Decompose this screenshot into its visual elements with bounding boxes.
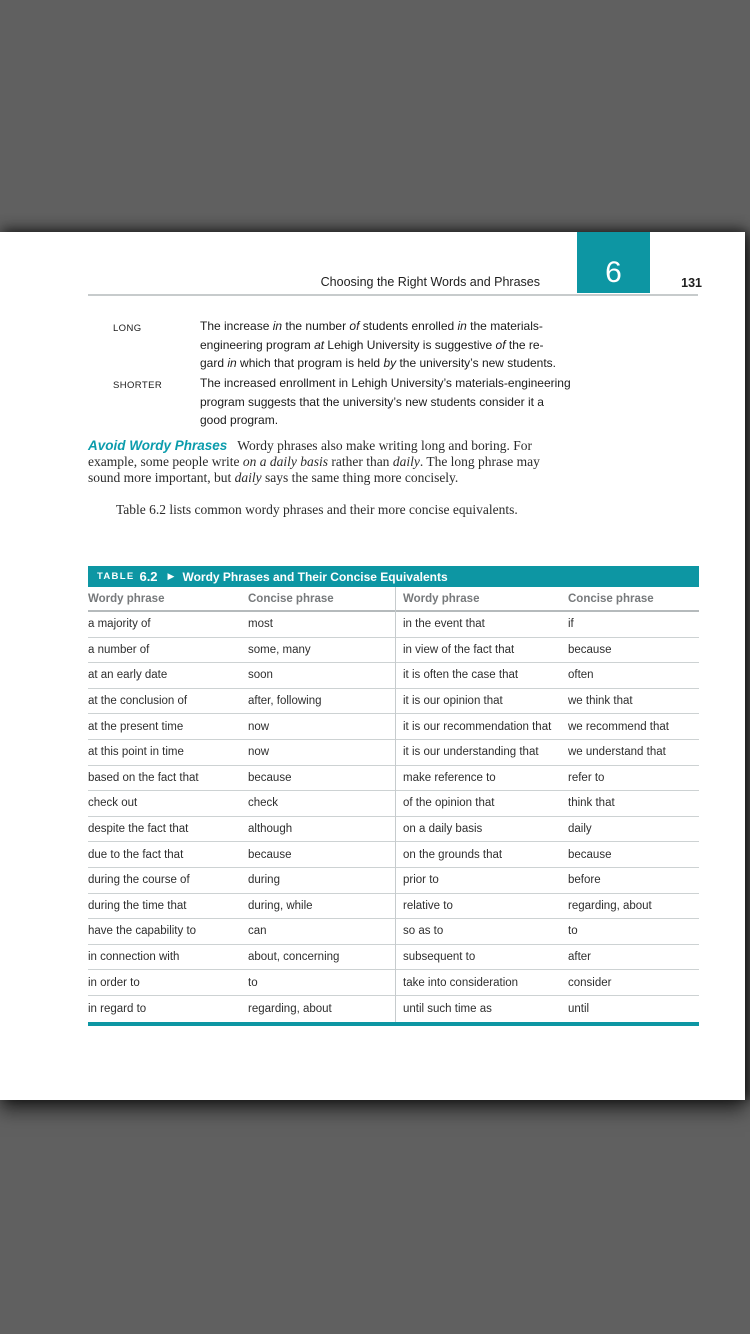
header-rule xyxy=(88,294,698,296)
table-cell: on the grounds that xyxy=(403,848,503,861)
table-cell: it is often the case that xyxy=(403,669,519,682)
table-cell: have the capability to xyxy=(88,925,197,938)
table-cell: at the present time xyxy=(88,720,184,733)
table-cell: although xyxy=(248,823,293,836)
table-row xyxy=(88,996,699,1022)
table-cell: after xyxy=(568,951,592,964)
table-row xyxy=(88,689,699,715)
table-cell: it is our understanding that xyxy=(403,746,539,759)
table-cell: refer to xyxy=(568,771,605,784)
example-line: program suggests that the university’s new students consider it a xyxy=(200,394,544,409)
column-header: Wordy phrase xyxy=(88,592,165,605)
column-header: Concise phrase xyxy=(248,592,334,605)
table-title-bar xyxy=(88,566,699,587)
table-cell: because xyxy=(568,643,612,656)
table-cell: at the conclusion of xyxy=(88,695,188,708)
table-cell: regarding, about xyxy=(568,899,652,912)
example-line: The increased enrollment in Lehigh University’s materials-engineering xyxy=(200,376,571,390)
table-cell: based on the fact that xyxy=(88,771,199,784)
table-row xyxy=(88,638,699,664)
table-cell: at this point in time xyxy=(88,746,184,759)
table-cell: prior to xyxy=(403,874,439,887)
table-row xyxy=(88,919,699,945)
table-cell: in regard to xyxy=(88,1002,147,1015)
table-row xyxy=(88,868,699,894)
table-row xyxy=(88,842,699,868)
example-line: The increase in the number of students enrolled in the materials- xyxy=(200,319,543,333)
table-row xyxy=(88,791,699,817)
body-paragraph xyxy=(88,438,544,486)
arrow-icon: ▶ xyxy=(167,571,175,581)
table-cell: after, following xyxy=(248,695,322,708)
wordy-phrases-table xyxy=(88,566,699,1026)
running-title: Choosing the Right Words and Phrases xyxy=(320,275,540,289)
page-number: 131 xyxy=(681,276,702,290)
table-cell: at an early date xyxy=(88,669,168,682)
table-title: Wordy Phrases and Their Concise Equivalents xyxy=(182,569,448,584)
table-cell: in view of the fact that xyxy=(403,643,515,656)
table-label: TABLE xyxy=(97,571,135,582)
table-cell: a majority of xyxy=(88,618,151,631)
table-cell: consider xyxy=(568,976,612,989)
table-cell: to xyxy=(568,925,578,938)
table-cell: check out xyxy=(88,797,138,810)
table-cell: daily xyxy=(568,823,592,836)
table-cell: in order to xyxy=(88,976,140,989)
table-cell: in the event that xyxy=(403,618,485,631)
table-cell: regarding, about xyxy=(248,1002,332,1015)
paragraph-text: Wordy phrases also make writing long and boring. For example, some people write on a daily basis rather than daily. The long phrase may sound more important, but daily says the same thing more concisely. xyxy=(88,438,540,485)
example-line: good program. xyxy=(200,413,279,427)
table-cell: about, concerning xyxy=(248,951,340,964)
table-column-divider xyxy=(395,587,396,1022)
table-cell: on a daily basis xyxy=(403,823,483,836)
example-label-long: LONG xyxy=(113,323,142,334)
table-cell: due to the fact that xyxy=(88,848,184,861)
table-cell: so as to xyxy=(403,925,444,938)
table-cell: until such time as xyxy=(403,1002,492,1015)
table-header-row xyxy=(88,587,699,612)
table-cell: of the opinion that xyxy=(403,797,495,810)
table-cell: now xyxy=(248,746,270,759)
table-row xyxy=(88,612,699,638)
example-line: gard in which that program is held by the university’s new students. xyxy=(200,356,557,370)
table-cell: if xyxy=(568,618,574,631)
table-row xyxy=(88,945,699,971)
table-cell: it is our opinion that xyxy=(403,695,503,708)
table-cell: a number of xyxy=(88,643,150,656)
chapter-number-box xyxy=(577,232,650,293)
table-cell: during, while xyxy=(248,899,313,912)
table-body xyxy=(88,612,699,1022)
table-row xyxy=(88,714,699,740)
table-cell: subsequent to xyxy=(403,951,476,964)
table-cell: can xyxy=(248,925,267,938)
example-text-shorter xyxy=(200,374,571,430)
table-number: 6.2 xyxy=(139,569,158,584)
table-cell: we understand that xyxy=(568,746,666,759)
table-cell: during the course of xyxy=(88,874,190,887)
table-cell: soon xyxy=(248,669,273,682)
book-page[interactable] xyxy=(0,232,745,1100)
table-cell: because xyxy=(248,848,292,861)
table-cell: most xyxy=(248,618,273,631)
table-cell: during the time that xyxy=(88,899,187,912)
table-cell: think that xyxy=(568,797,615,810)
table-cell: relative to xyxy=(403,899,453,912)
table-cell: until xyxy=(568,1002,590,1015)
table-cell: it is our recommendation that xyxy=(403,720,552,733)
table-cell: because xyxy=(568,848,612,861)
section-heading: Avoid Wordy Phrases xyxy=(88,438,228,453)
table-cell: during xyxy=(248,874,280,887)
table-cell: often xyxy=(568,669,594,682)
example-line: engineering program at Lehigh University is suggestive of the re- xyxy=(200,337,544,352)
table-cell: now xyxy=(248,720,270,733)
table-row xyxy=(88,970,699,996)
example-text-long xyxy=(200,317,560,373)
table-cell: some, many xyxy=(248,643,311,656)
table-cell: we recommend that xyxy=(568,720,669,733)
table-row xyxy=(88,817,699,843)
table-cell: in connection with xyxy=(88,951,180,964)
column-header: Wordy phrase xyxy=(403,592,480,605)
table-row xyxy=(88,740,699,766)
table-row xyxy=(88,663,699,689)
table-cell: before xyxy=(568,874,601,887)
table-cell: make reference to xyxy=(403,771,496,784)
table-row xyxy=(88,766,699,792)
table-cell: take into consideration xyxy=(403,976,519,989)
table-cell: to xyxy=(248,976,258,989)
table-cell: check xyxy=(248,797,279,810)
table-row xyxy=(88,894,699,920)
table-cell: we think that xyxy=(568,695,633,708)
table-cell: because xyxy=(248,771,292,784)
example-label-shorter: SHORTER xyxy=(113,380,163,391)
chapter-number: 6 xyxy=(605,256,622,289)
table-cell: despite the fact that xyxy=(88,823,189,836)
column-header: Concise phrase xyxy=(568,592,654,605)
body-paragraph: Table 6.2 lists common wordy phrases and their more concise equivalents. xyxy=(116,502,518,517)
